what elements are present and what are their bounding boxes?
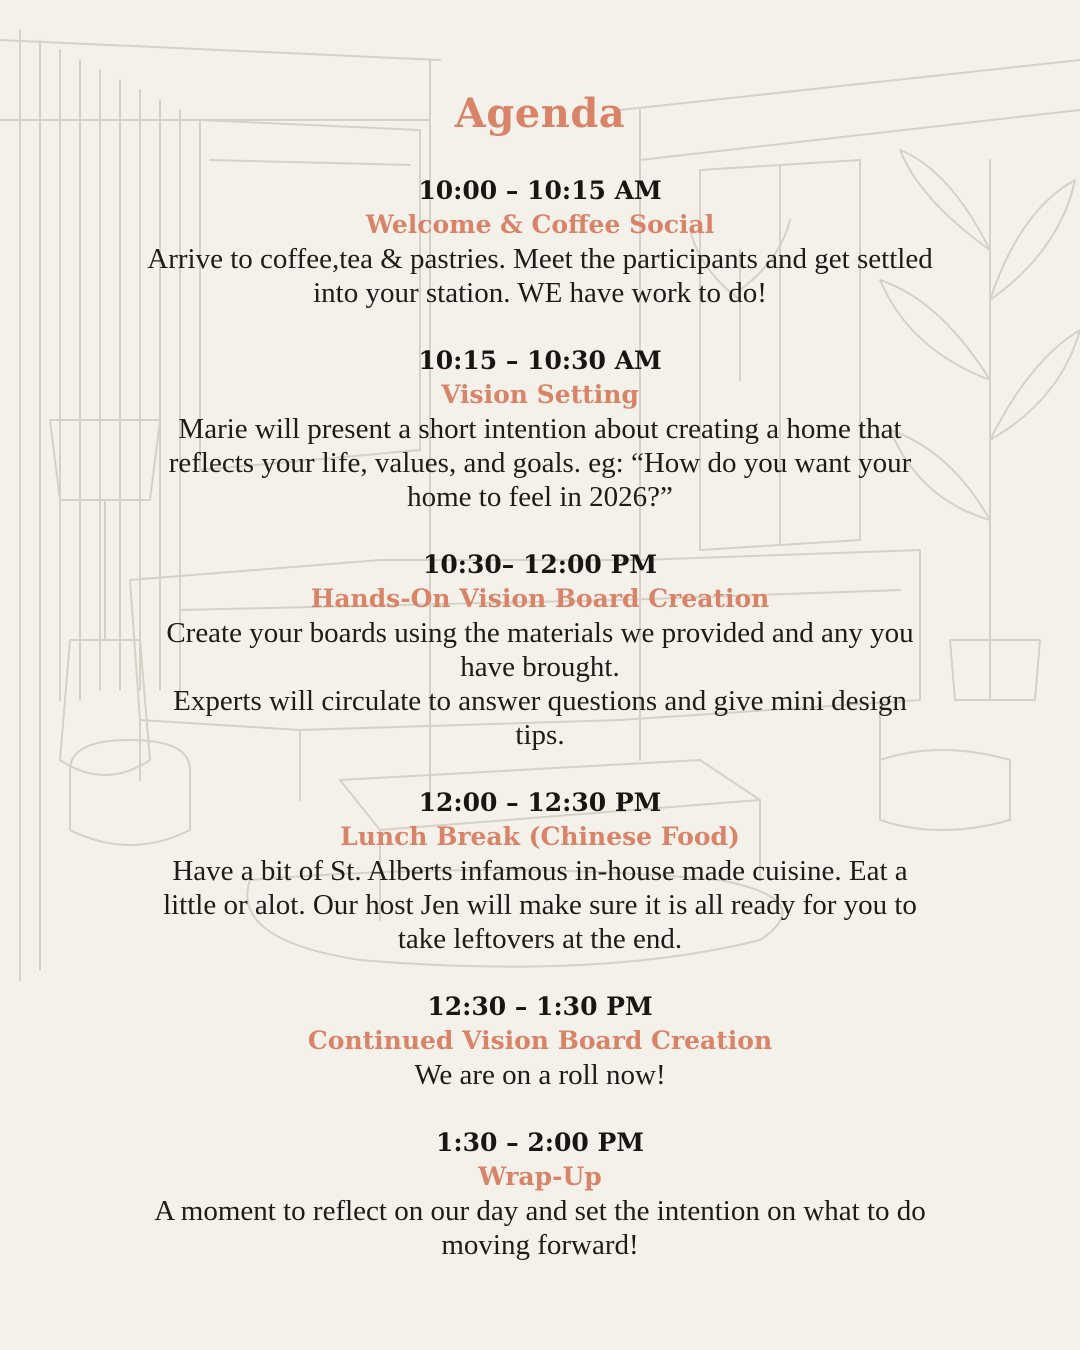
agenda-time: 10:15 – 10:30 AM — [418, 346, 662, 375]
description-line: home to feel in 2026?” — [407, 481, 673, 513]
agenda-item — [100, 786, 980, 956]
description-line: Experts will circulate to answer questions and give mini design — [173, 685, 907, 717]
description-line: A moment to reflect on our day and set the intention on what to do — [154, 1195, 926, 1227]
agenda-description — [100, 1194, 980, 1262]
description-line: have brought. — [460, 651, 620, 683]
agenda-session-title: Wrap-Up — [478, 1162, 602, 1191]
agenda-session-title: Welcome & Coffee Social — [365, 210, 715, 239]
agenda-session-title: Continued Vision Board Creation — [307, 1026, 773, 1055]
agenda-item — [100, 548, 980, 752]
agenda-description — [100, 242, 980, 310]
description-line: into your station. WE have work to do! — [313, 277, 767, 309]
agenda-session-title: Lunch Break (Chinese Food) — [340, 822, 740, 851]
description-line: Have a bit of St. Alberts infamous in-house made cuisine. Eat a — [172, 855, 908, 887]
description-line: take leftovers at the end. — [397, 923, 683, 955]
agenda-time: 12:00 – 12:30 PM — [418, 788, 662, 817]
agenda-description — [100, 412, 980, 514]
description-line: reflects your life, values, and goals. eg: “How do you want your — [168, 447, 912, 479]
description-line: tips. — [515, 719, 565, 751]
description-line: moving forward! — [441, 1229, 639, 1261]
agenda-time: 1:30 – 2:00 PM — [436, 1128, 644, 1157]
description-line: We are on a roll now! — [414, 1059, 666, 1091]
agenda-item — [100, 990, 980, 1092]
agenda-description — [100, 1058, 980, 1092]
agenda-session-title: Hands-On Vision Board Creation — [310, 584, 770, 613]
description-line: Arrive to coffee,tea & pastries. Meet the participants and get settled — [147, 243, 933, 275]
description-line: Marie will present a short intention about creating a home that — [178, 413, 902, 445]
agenda-time: 10:30– 12:00 PM — [423, 550, 657, 579]
agenda-time: 10:00 – 10:15 AM — [418, 176, 662, 205]
description-line: Create your boards using the materials we provided and any you — [166, 617, 914, 649]
agenda-session-title: Vision Setting — [441, 380, 639, 409]
agenda-item — [100, 344, 980, 514]
agenda-description — [100, 854, 980, 956]
page-title: Agenda — [454, 90, 626, 137]
agenda-description — [100, 616, 980, 752]
agenda-item — [100, 174, 980, 310]
description-line: little or alot. Our host Jen will make sure it is all ready for you to — [163, 889, 917, 921]
agenda-time: 12:30 – 1:30 PM — [427, 992, 653, 1021]
agenda-item — [100, 1126, 980, 1262]
